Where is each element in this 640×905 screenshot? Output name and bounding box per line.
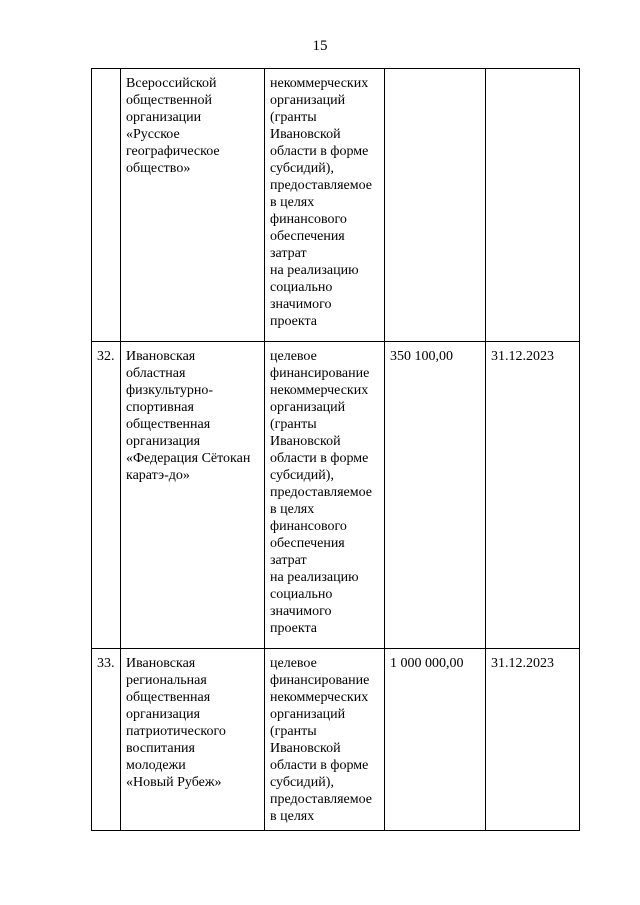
row-number-cell (92, 69, 121, 342)
cell-text-line: некоммерческих (270, 76, 369, 91)
purpose-cell (265, 649, 385, 831)
cell-text-line: молодежи (126, 758, 186, 773)
cell-text-line: «Русское (126, 127, 180, 142)
purpose-cell (265, 342, 385, 649)
cell-text-line: субсидий), (270, 468, 334, 483)
cell-text-line: предоставляемое (270, 792, 373, 807)
cell-text-line: областная (126, 366, 186, 381)
cell-text-line: организаций (270, 400, 346, 415)
cell-text-line: затрат (270, 553, 307, 568)
cell-text-line: спортивная (126, 400, 194, 415)
cell-text-line: субсидий), (270, 775, 334, 790)
cell-text-line: (гранты (270, 110, 317, 125)
cell-text-line: на реализацию (270, 570, 359, 585)
cell-text-line: Ивановской (270, 434, 341, 449)
cell-text-line: Ивановская (126, 349, 196, 364)
organization-cell (121, 649, 265, 831)
cell-text-line: значимого (270, 604, 332, 619)
cell-text-line: финансового (270, 212, 347, 227)
cell-text-line: предоставляемое (270, 178, 373, 193)
cell-text-line: области в форме (270, 451, 369, 466)
cell-text-line: Ивановской (270, 127, 341, 142)
cell-text-line: организации (126, 110, 202, 125)
cell-text-line: региональная (126, 673, 207, 688)
amount-cell: 350 100,00 (385, 342, 486, 649)
grants-table (91, 68, 580, 831)
date-cell (486, 69, 580, 342)
cell-text-line: обеспечения (270, 229, 345, 244)
amount-cell (385, 69, 486, 342)
cell-text-line: некоммерческих (270, 690, 369, 705)
cell-text-line: в целях (270, 195, 315, 210)
cell-text-line: организаций (270, 707, 346, 722)
date-cell: 31.12.2023 (486, 649, 580, 831)
table-row (92, 69, 580, 342)
cell-text-line: географическое (126, 144, 220, 159)
table-row (92, 342, 580, 649)
cell-text-line: субсидий), (270, 161, 334, 176)
cell-text-line: (гранты (270, 417, 317, 432)
cell-text-line: организаций (270, 93, 346, 108)
cell-text-line: организация (126, 434, 201, 449)
cell-text-line: Ивановской (270, 741, 341, 756)
cell-text-line: общественная (126, 690, 211, 705)
table-body (92, 69, 580, 831)
page-number: 15 (312, 38, 328, 54)
cell-text-line: организация (126, 707, 201, 722)
cell-text-line: общественной (126, 93, 213, 108)
purpose-cell (265, 69, 385, 342)
row-number-cell: 32. (92, 342, 121, 649)
cell-text-line: области в форме (270, 758, 369, 773)
cell-text-line: общество» (126, 161, 191, 176)
cell-text-line: финансового (270, 519, 347, 534)
cell-text-line: «Новый Рубеж» (126, 775, 222, 790)
cell-text-line: социально (270, 587, 333, 602)
row-number-cell: 33. (92, 649, 121, 831)
cell-text-line: социально (270, 280, 333, 295)
cell-text-line: каратэ-до» (126, 468, 190, 483)
cell-text-line: финансирование (270, 366, 370, 381)
cell-text-line: обеспечения (270, 536, 345, 551)
cell-text-line: проекта (270, 314, 317, 329)
cell-text-line: патриотического (126, 724, 226, 739)
cell-text-line: области в форме (270, 144, 369, 159)
cell-text-line: проекта (270, 621, 317, 636)
cell-text-line: некоммерческих (270, 383, 369, 398)
organization-cell (121, 342, 265, 649)
date-cell: 31.12.2023 (486, 342, 580, 649)
cell-text-line: (гранты (270, 724, 317, 739)
amount-cell: 1 000 000,00 (385, 649, 486, 831)
cell-text-line: финансирование (270, 673, 370, 688)
cell-text-line: значимого (270, 297, 332, 312)
organization-cell (121, 69, 265, 342)
cell-text-line: общественная (126, 417, 211, 432)
cell-text-line: физкультурно- (126, 383, 214, 398)
cell-text-line: Ивановская (126, 656, 196, 671)
table-row (92, 649, 580, 831)
cell-text-line: целевое (270, 349, 317, 364)
cell-text-line: предоставляемое (270, 485, 373, 500)
cell-text-line: затрат (270, 246, 307, 261)
cell-text-line: «Федерация Сётокан (126, 451, 251, 466)
cell-text-line: Всероссийской (126, 76, 217, 91)
cell-text-line: на реализацию (270, 263, 359, 278)
cell-text-line: в целях (270, 809, 315, 824)
cell-text-line: воспитания (126, 741, 195, 756)
cell-text-line: в целях (270, 502, 315, 517)
cell-text-line: целевое (270, 656, 317, 671)
